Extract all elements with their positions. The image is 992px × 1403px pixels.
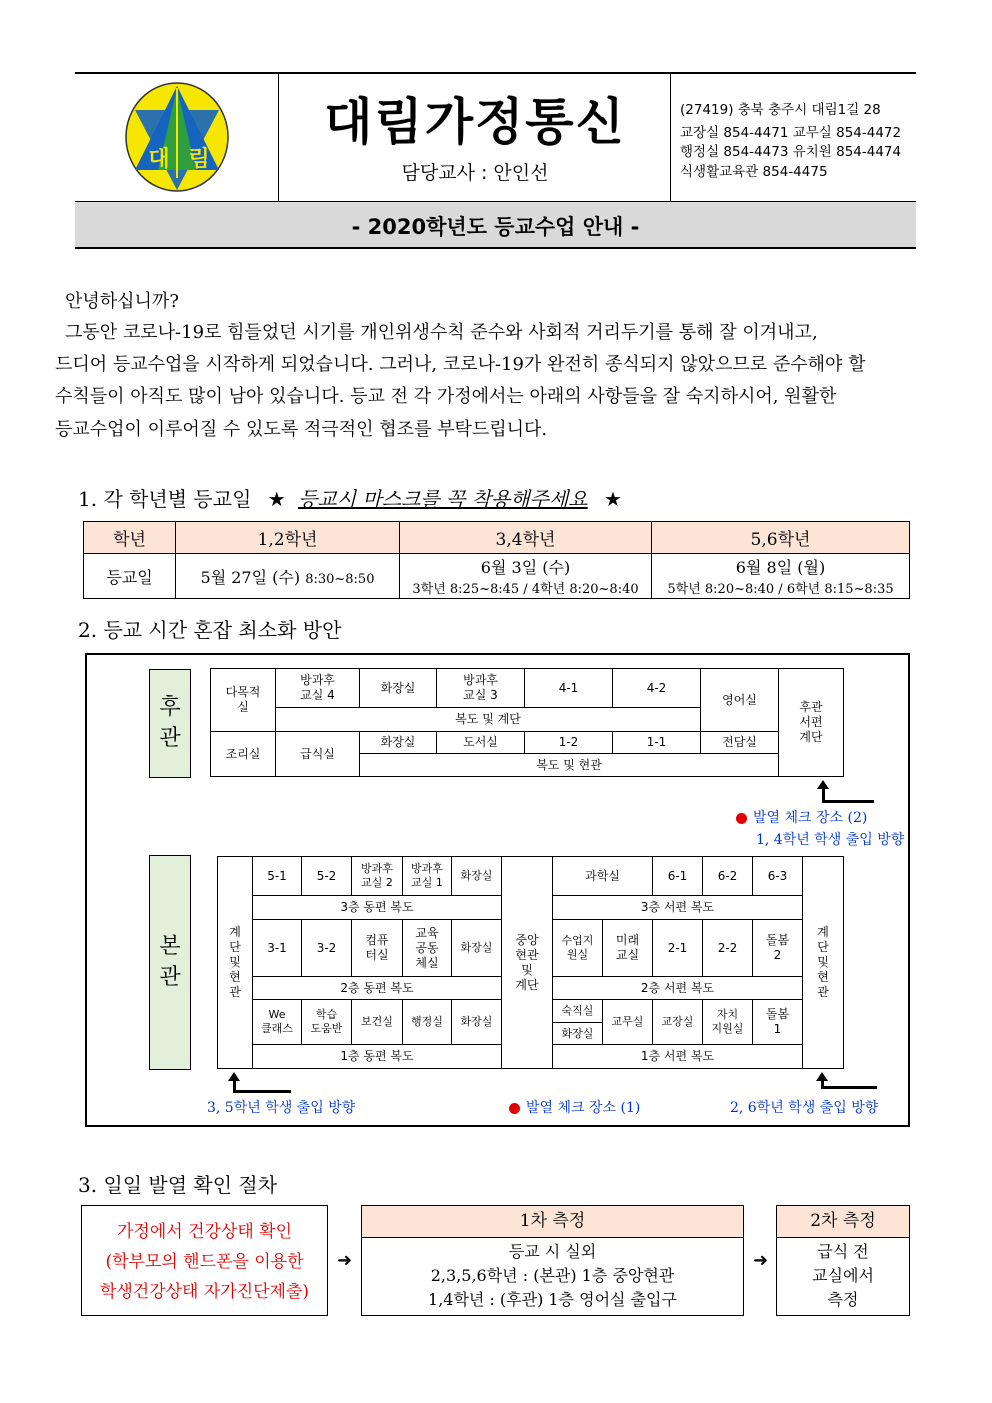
header-mid-rule [75, 201, 916, 202]
room-edu-community: 교육 공동 체실 [402, 919, 452, 977]
room-health: 보건실 [351, 999, 403, 1045]
header-bottom-rule [75, 247, 916, 249]
room-cooking: 조리실 [210, 731, 276, 777]
section1-heading [78, 483, 622, 512]
grade56-time: 5학년 8:20~8:40 / 6학년 8:15~8:35 [667, 582, 894, 597]
fever-check-1-label: 발열 체크 장소 (1) [526, 1100, 641, 1116]
room-afterschool-1: 방과후 교실 1 [402, 856, 452, 896]
room-class-support: 수업지 원실 [552, 919, 603, 977]
corridor-3f-east: 3층 동편 복도 [252, 895, 502, 920]
room-toilet: 화장실 [552, 1022, 603, 1045]
corridor-back-upper: 복도 및 계단 [275, 707, 701, 732]
grade12-time: 8:30~8:50 [305, 571, 375, 587]
direction-26-label: 2, 6학년 학생 출입 방향 [730, 1100, 879, 1116]
room-5-2: 5-2 [301, 856, 352, 896]
grade34-cell [400, 554, 652, 599]
second-measure-head: 2차 측정 [777, 1206, 909, 1238]
room-4-1: 4-1 [524, 668, 613, 708]
arrow-right-icon: ➜ [337, 1250, 353, 1271]
header-divider-right [670, 72, 671, 201]
arrow-up-icon [817, 780, 829, 789]
fever-check-2-label: 발열 체크 장소 (2) [753, 810, 868, 826]
arrow-right-icon: ➜ [753, 1250, 769, 1271]
room-3-2: 3-2 [301, 919, 352, 977]
grade34-time: 3학년 8:25~8:45 / 4학년 8:20~8:40 [412, 582, 639, 597]
greeting: 안녕하십니까? [65, 291, 179, 312]
room-principal: 교장실 [652, 999, 703, 1045]
home-check-line: 학생건강상태 자가진단제출) [99, 1282, 310, 1302]
main-east-stairs: 계 단 및 현 관 [217, 856, 253, 1069]
table-header: 학년 [84, 522, 176, 554]
entrance-arrow-35 [233, 1090, 291, 1093]
page-title: 대림가정통신 [324, 93, 626, 151]
star-icon: ★ [267, 487, 286, 511]
first-measure-line: 1,4학년 : (후관) 1층 영어실 출입구 [428, 1290, 677, 1309]
intro-line: 등교수업이 이루어질 수 있도록 적극적인 협조를 부탁드립니다. [55, 419, 548, 440]
fever-check-1 [509, 1097, 640, 1117]
room-teachers: 교무실 [602, 999, 653, 1045]
first-measure-body [362, 1238, 743, 1312]
grade56-cell [652, 554, 910, 599]
mask-notice: 등교시 마스크를 꼭 착용해주세요 [298, 487, 588, 511]
room-toilet: 화장실 [451, 999, 502, 1045]
room-english: 영어실 [700, 668, 779, 732]
header-top-rule [75, 72, 916, 74]
room-toilet: 화장실 [451, 856, 502, 896]
section2-heading: 2. 등교 시간 혼잡 최소화 방안 [78, 618, 342, 642]
room-afterschool-3: 방과후 교실 3 [436, 668, 525, 708]
room-self-govern: 자치 지원실 [702, 999, 753, 1045]
room-toilet: 화장실 [359, 731, 437, 754]
room-night-duty: 숙직실 [552, 999, 603, 1023]
row-label: 등교일 [84, 554, 176, 599]
corridor-1f-east: 1층 동편 복도 [252, 1044, 502, 1069]
room-care-2: 돌봄 2 [752, 919, 803, 977]
room-2-1: 2-1 [652, 919, 703, 977]
main-building-label: 본 관 [149, 855, 191, 1070]
intro-line: 그동안 코로나-19로 힘들었던 시기를 개인위생수칙 준수와 사회적 거리두기를 통해 잘 이겨내고, [65, 322, 818, 343]
logo-text-left: 대 [148, 147, 170, 172]
intro-line: 드디어 등교수업을 시작하게 되었습니다. 그러나, 코로나-19가 완전히 종식되지 않았으므로 준수해야 할 [55, 354, 866, 375]
back-building-label: 후 관 [149, 669, 191, 778]
direction-14-label: 1, 4학년 학생 출입 방향 [756, 832, 905, 848]
room-2-2: 2-2 [702, 919, 753, 977]
table-header-row [84, 522, 910, 554]
central-entrance-stairs: 중앙 현관 및 계단 [501, 856, 553, 1069]
home-check-line: 가정에서 건강상태 확인 [116, 1222, 293, 1242]
room-1-1: 1-1 [612, 731, 701, 754]
home-check-line: (학부모의 핸드폰을 이용한 [105, 1252, 304, 1272]
room-science: 과학실 [552, 856, 653, 896]
room-care-1: 돌봄 1 [752, 999, 803, 1045]
room-toilet: 화장실 [451, 919, 502, 977]
second-measure-line: 급식 전 [817, 1242, 869, 1261]
address-line: (27419) 충북 충주시 대림1길 28 [680, 102, 881, 118]
grade12-date: 5월 27일 (수) [200, 567, 301, 587]
intro-line: 수칙들이 아직도 많이 남아 있습니다. 등교 전 각 가정에서는 아래의 사항들을 잘 숙지하시어, 원활한 [55, 386, 837, 407]
corridor-1f-west: 1층 서편 복도 [552, 1044, 803, 1069]
room-afterschool-2: 방과후 교실 2 [351, 856, 403, 896]
room-6-2: 6-2 [702, 856, 753, 896]
phone-line: 행정실 854-4473 유치원 854-4474 [680, 144, 902, 160]
room-3-1: 3-1 [252, 919, 302, 977]
room-specialist: 전담실 [700, 731, 779, 754]
entrance-arrow-26 [821, 1086, 877, 1089]
school-logo [122, 78, 232, 196]
red-dot-icon [509, 1103, 520, 1114]
arrow-up-icon [228, 1072, 240, 1081]
second-measure-line: 교실에서 [812, 1266, 874, 1285]
room-1-2: 1-2 [524, 731, 613, 754]
arrow-up-icon [816, 1072, 828, 1081]
table-header: 3,4학년 [400, 522, 652, 554]
table-header: 1,2학년 [176, 522, 400, 554]
room-afterschool-4: 방과후 교실 4 [275, 668, 360, 708]
room-6-3: 6-3 [752, 856, 803, 896]
grade12-cell [176, 554, 400, 599]
room-6-1: 6-1 [652, 856, 703, 896]
room-admin: 행정실 [402, 999, 452, 1045]
direction-35-label: 3, 5학년 학생 출입 방향 [207, 1100, 356, 1116]
phone-line: 식생활교육관 854-4475 [680, 164, 828, 180]
corridor-back-lower: 복도 및 현관 [359, 753, 779, 777]
room-future-class: 미래 교실 [602, 919, 653, 977]
table-row [84, 554, 910, 599]
first-measure-head: 1차 측정 [362, 1206, 743, 1238]
corridor-3f-west: 3층 서편 복도 [552, 895, 803, 920]
corridor-2f-west: 2층 서편 복도 [552, 976, 803, 1000]
section1-title: 1. 각 학년별 등교일 [78, 487, 252, 511]
room-computer: 컴퓨 터실 [351, 919, 403, 977]
grade-schedule-table [83, 521, 910, 599]
table-header: 5,6학년 [652, 522, 910, 554]
room-library: 도서실 [436, 731, 525, 754]
corridor-2f-east: 2층 동편 복도 [252, 976, 502, 1000]
main-west-stairs: 계 단 및 현 관 [802, 856, 844, 1069]
room-4-2: 4-2 [612, 668, 701, 708]
room-learning-support: 학습 도움반 [301, 999, 352, 1045]
first-measure-line: 2,3,5,6학년 : (본관) 1층 중앙현관 [430, 1266, 675, 1285]
teacher-name: 담당교사 : 안인선 [401, 162, 549, 184]
home-check-box [81, 1205, 328, 1316]
entrance-arrow-14 [822, 800, 874, 803]
room-toilet: 화장실 [359, 668, 437, 708]
second-measure-box [776, 1205, 910, 1316]
first-measure-box [361, 1205, 744, 1316]
fever-check-2 [736, 807, 867, 827]
header-divider-left [278, 72, 279, 201]
room-multipurpose: 다목적 실 [210, 668, 276, 732]
grade34-date: 6월 3일 (수) [480, 558, 571, 577]
room-we-class: We 클래스 [252, 999, 302, 1045]
second-measure-line: 측정 [827, 1290, 859, 1309]
section3-heading: 3. 일일 발열 확인 절차 [78, 1173, 278, 1197]
back-west-stairs: 후관 서편 계단 [778, 668, 844, 777]
grade56-date: 6월 8일 (월) [735, 558, 826, 577]
red-dot-icon [736, 813, 747, 824]
document-subtitle: - 2020학년도 등교수업 안내 - [351, 215, 640, 239]
first-measure-line: 등교 시 실외 [508, 1242, 597, 1261]
star-icon: ★ [603, 487, 622, 511]
logo-text-right: 림 [188, 147, 210, 172]
room-cafeteria: 급식실 [275, 731, 360, 777]
room-5-1: 5-1 [252, 856, 302, 896]
second-measure-body [777, 1238, 909, 1312]
phone-line: 교장실 854-4471 교무실 854-4472 [680, 125, 902, 141]
